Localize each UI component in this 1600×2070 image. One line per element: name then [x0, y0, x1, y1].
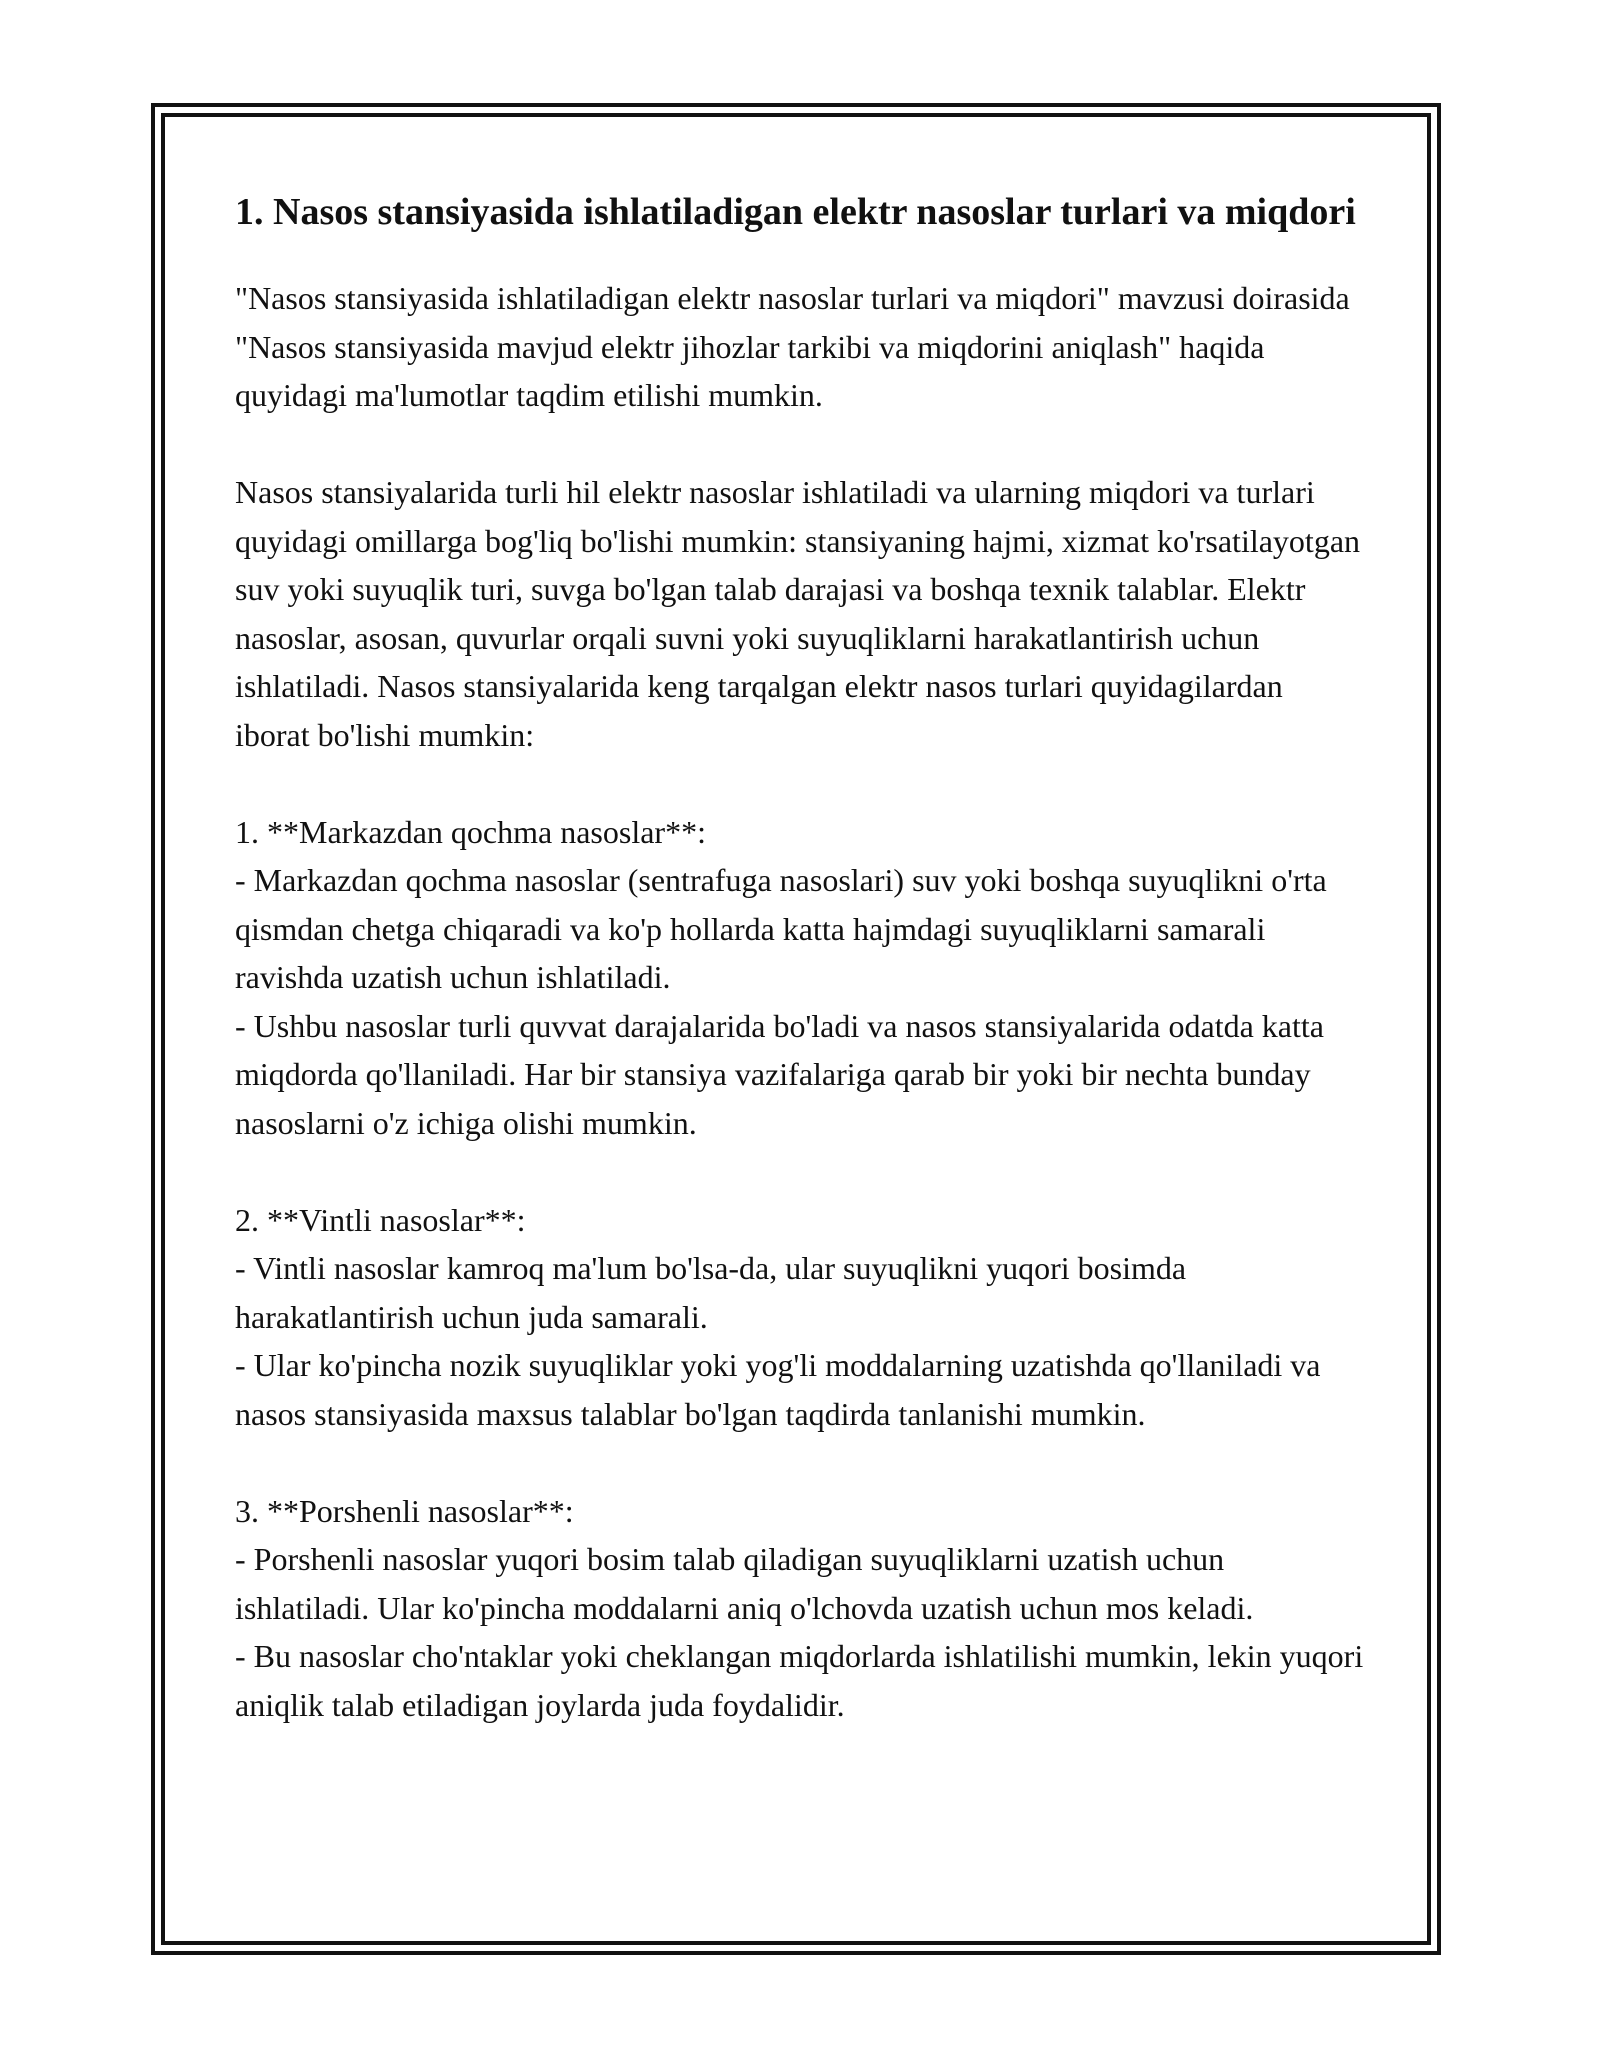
overview-paragraph: Nasos stansiyalarida turli hil elektr nasoslar ishlatiladi va ularning miqdori va turlari quyidagi omillarga bog'liq bo'lishi mumkin: stansiyaning hajmi, xizmat ko'rsatilayotgan suv yoki suyuqlik turi, suvga bo'lgan talab darajasi va boshqa texnik talablar. Elektr nasoslar, asosan, quvurlar orqali suvni yoki suyuqliklarni harakatlantirish uchun ishlatiladi. Nasos stansiyalarida keng tarqalgan elektr nasos turlari quyidagilardan iborat bo'lishi mumkin: — [235, 474, 1361, 753]
list-item-centrifugal-pumps: 1. **Markazdan qochma nasoslar**: - Markazdan qochma nasoslar (sentrafuga nasoslari) suv yoki boshqa suyuqlikni o'rta qismdan chetga chiqaradi va ko'p hollarda katta hajmdagi suyuqliklarni samarali ravishda uzatish uchun ishlatiladi. - Ushbu nasoslar turli quvvat darajalarida bo'ladi va nasos stansiyalarida odatda katta miqdorda qo'llaniladi. Har bir stansiya vazifalariga qarab bir yoki bir nechta bunday nasoslarni o'z ichiga olishi mumkin. — [235, 813, 1327, 1141]
paragraph-gap — [235, 759, 1365, 808]
section-title: 1. Nasos stansiyasida ishlatiladigan elektr nasoslar turlari va miqdori — [235, 191, 1356, 233]
list-item-screw-pumps: 2. **Vintli nasoslar**: - Vintli nasoslar kamroq ma'lum bo'lsa-da, ular suyuqlikni yuqori bosimda harakatlantirish uchun juda samarali. - Ular ko'pincha nozik suyuqliklar yoki yog'li moddalarning uzatishda qo'llaniladi va nasos stansiyasida maxsus talablar bo'lgan taqdirda tanlanishi mumkin. — [235, 1201, 1321, 1432]
paragraph-gap — [235, 420, 1365, 469]
list-item-piston-pumps: 3. **Porshenli nasoslar**: - Porshenli nasoslar yuqori bosim talab qiladigan suyuqliklarni uzatish uchun ishlatiladi. Ular ko'pincha moddalarni aniq o'lchovda uzatish uchun mos keladi. - Bu nasoslar cho'ntaklar yoki cheklangan miqdorlarda ishlatilishi mumkin, lekin yuqori aniqlik talab etiladigan joylarda juda foydalidir. — [235, 1492, 1364, 1723]
paragraph-gap — [235, 1438, 1365, 1487]
document-body — [235, 185, 1365, 1729]
intro-paragraph: "Nasos stansiyasida ishlatiladigan elektr nasoslar turlari va miqdori" mavzusi doirasida "Nasos stansiyasida mavjud elektr jihozlar tarkibi va miqdorini aniqlash" haqida quyidagi ma'lumotlar taqdim etilishi mumkin. — [235, 280, 1350, 413]
paragraph-gap — [235, 1147, 1365, 1196]
